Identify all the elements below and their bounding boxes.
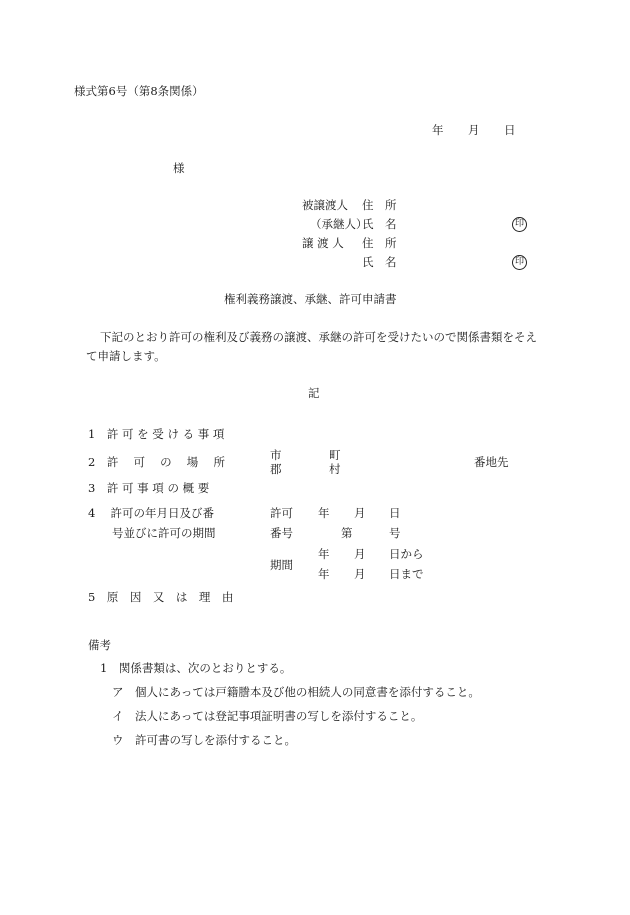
date-year-label: 年 [432, 123, 444, 137]
transferee-seal-icon: 印 [512, 217, 527, 232]
item-4-kikan-until: 日まで [389, 567, 424, 581]
item-4-kikan-end-month: 月 [354, 567, 366, 581]
item-4-line2: 号並びに許可の期間 [112, 526, 216, 540]
remarks-item-u: ウ 許可書の写しを添付すること。 [112, 733, 296, 747]
date-month-label: 月 [468, 123, 480, 137]
item-4-kikan: 期間 [270, 558, 293, 572]
item-2-shi: 市 [270, 448, 282, 462]
item-4-line1: 4 許可の年月日及び番 [88, 506, 214, 520]
form-label: 様式第6号（第8条関係） [74, 84, 204, 98]
transferor-address-label: 住 所 [362, 236, 397, 250]
ki-heading: 記 [308, 386, 320, 400]
item-4-kyoka-day: 日 [389, 506, 401, 520]
remarks-item-i: イ 法人にあっては登記事項証明書の写しを添付すること。 [112, 709, 423, 723]
date-day-label: 日 [504, 123, 516, 137]
item-4-kikan-from: 日から [389, 547, 424, 561]
item-2-gun: 郡 [270, 462, 282, 476]
remarks-item-a: ア 個人にあっては戸籍謄本及び他の相続人の同意書を添付すること。 [112, 685, 480, 699]
item-1: 1 許 可 を 受 け る 事 項 [88, 427, 225, 441]
item-4-kyoka-year: 年 [318, 506, 330, 520]
transferor-label: 譲 渡 人 [302, 236, 344, 250]
item-4-go: 号 [389, 526, 401, 540]
item-2-mura: 村 [329, 462, 341, 476]
item-4-dai: 第 [341, 526, 353, 540]
transferee-address-label: 住 所 [362, 198, 397, 212]
transferee-label: 被譲渡人 [302, 198, 348, 212]
item-3: 3 許 可 事 項 の 概 要 [88, 481, 210, 495]
item-4-kyoka: 許可 [270, 506, 293, 520]
item-4-bango: 番号 [270, 526, 293, 540]
remarks-item-1: 1 関係書類は、次のとおりとする。 [100, 661, 292, 675]
successor-label: （承継人） [310, 217, 368, 231]
item-4-kikan-start-year: 年 [318, 547, 330, 561]
addressee-suffix: 様 [173, 161, 185, 175]
item-4-kikan-start-month: 月 [354, 547, 366, 561]
transferor-name-label: 氏 名 [362, 255, 397, 269]
remarks-title: 備考 [88, 638, 111, 652]
body-text-line1: 下記のとおり許可の権利及び義務の譲渡、承継の許可を受けたいので関係書類をそえ [100, 330, 537, 344]
item-2-banchi: 番地先 [474, 455, 509, 469]
item-4-kyoka-month: 月 [354, 506, 366, 520]
document-title: 権利義務譲渡、承継、許可申請書 [224, 292, 397, 306]
transferor-seal-icon: 印 [512, 255, 527, 270]
item-2-label: 2 許 可 の 場 所 [88, 455, 225, 469]
item-4-kikan-end-year: 年 [318, 567, 330, 581]
body-text-line2: て申請します。 [86, 349, 166, 363]
transferee-name-label: 氏 名 [362, 217, 397, 231]
item-2-machi: 町 [329, 448, 341, 462]
item-5: 5 原 因 又 は 理 由 [88, 590, 234, 604]
